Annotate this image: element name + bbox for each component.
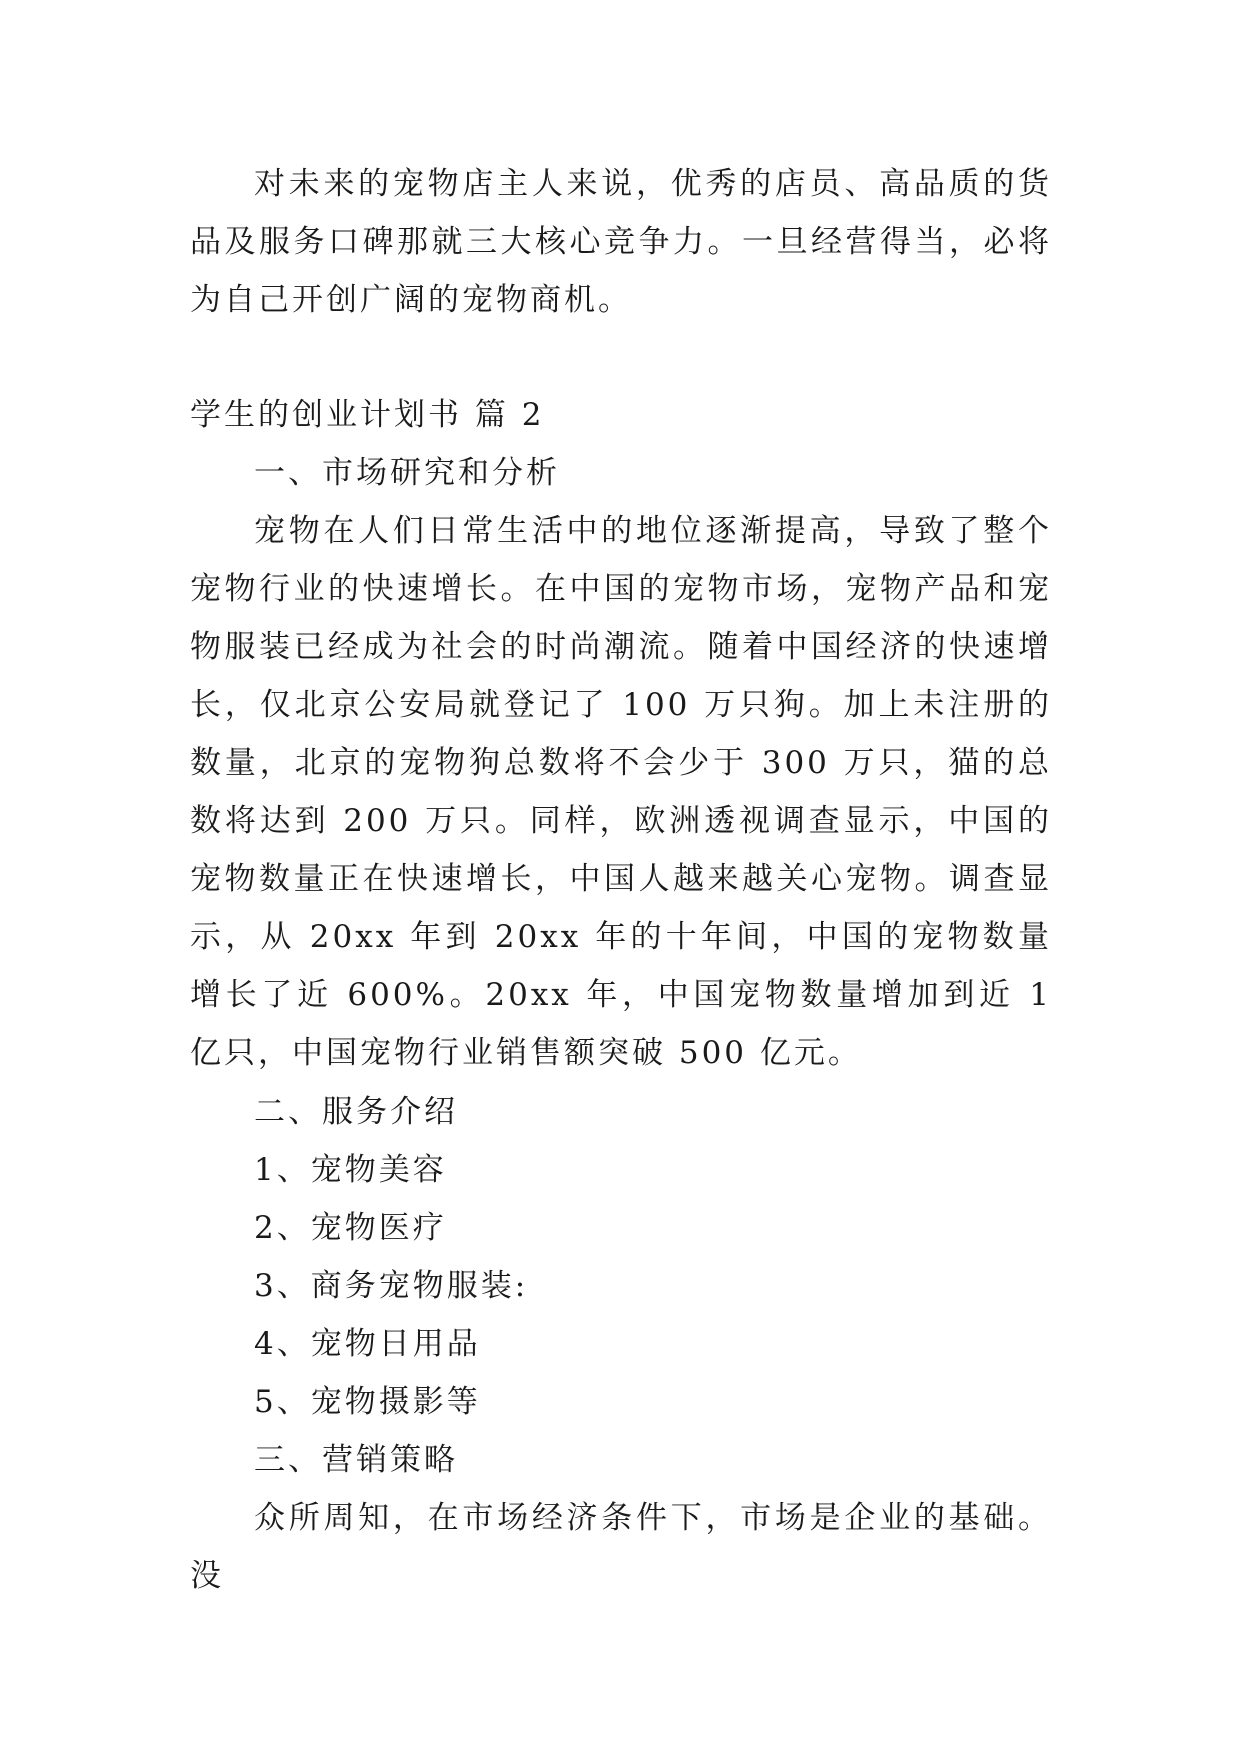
marketing-paragraph: 众所周知，在市场经济条件下，市场是企业的基础。没 bbox=[190, 1500, 1052, 1594]
service-item: 3、商务宠物服装: bbox=[254, 1268, 529, 1304]
section-title: 学生的创业计划书 篇 2 bbox=[190, 397, 545, 433]
intro-paragraph: 对未来的宠物店主人来说，优秀的店员、高品质的货品及服务口碑那就三大核心竞争力。一旦经营得当，必将为自己开创广阔的宠物商机。 bbox=[190, 166, 1052, 318]
service-item: 4、宠物日用品 bbox=[254, 1326, 481, 1362]
heading-services: 二、服务介绍 bbox=[254, 1094, 458, 1130]
market-paragraph: 宠物在人们日常生活中的地位逐渐提高，导致了整个宠物行业的快速增长。在中国的宠物市场，宠物产品和宠物服装已经成为社会的时尚潮流。随着中国经济的快速增长，仅北京公安局就登记了 100 万只狗。加上未注册的数量，北京的宠物狗总数将不会少于 300 万只，猫的总数将达到 200 万只。同样，欧洲透视调查显示，中国的宠物数量正在快速增长，中国人越来越关心宠物。调查显示，从 20xx 年到 20xx 年的十年间，中国的宠物数量增长了近 600%。20xx 年，中国宠物数量增加到近 1 亿只，中国宠物行业销售额突破 500 亿元。 bbox=[190, 513, 1052, 1071]
service-item: 1、宠物美容 bbox=[254, 1152, 447, 1188]
heading-marketing: 三、营销策略 bbox=[254, 1442, 458, 1478]
heading-market-analysis: 一、市场研究和分析 bbox=[254, 455, 560, 491]
service-item: 2、宠物医疗 bbox=[254, 1210, 447, 1246]
service-item: 5、宠物摄影等 bbox=[254, 1384, 481, 1420]
